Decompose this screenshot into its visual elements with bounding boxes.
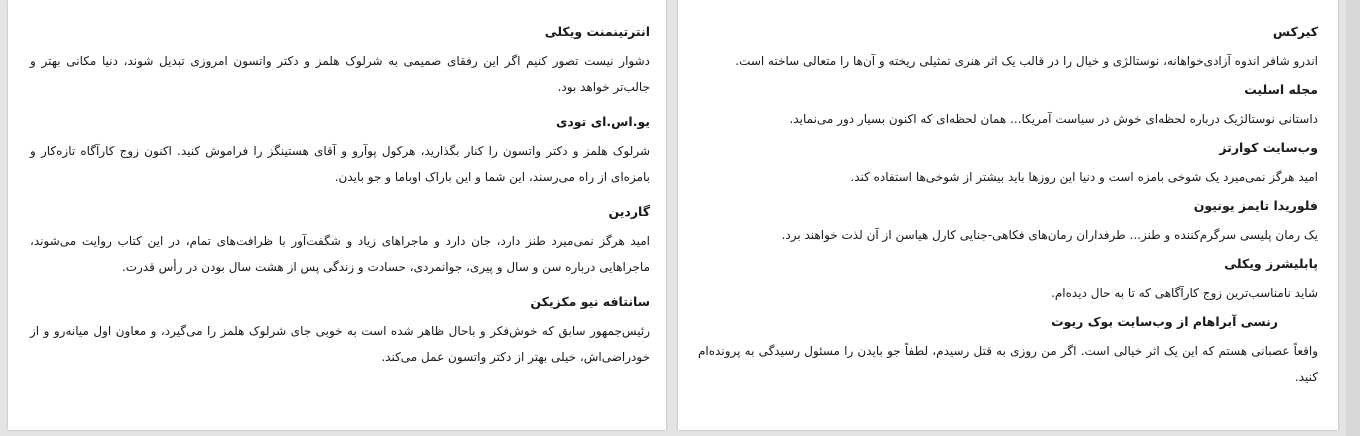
review-quote: شرلوک هلمز و دکتر واتسون را کنار بگذارید، هرکول پوآرو و آقای هستینگز را فراموش کنید. اکنون زوج کارآگاه تازه‌کار و بامزه‌ای از راه می‌رسند، این شما و این باراک اوباما و جو بایدن.: [30, 144, 650, 184]
left-page: [8, 0, 666, 430]
right-page-content: [698, 22, 1318, 396]
left-page-content: [30, 22, 650, 382]
review-source: سانتافه نیو مکزیکن: [530, 294, 650, 309]
review-quote: امید هرگز نمی‌میرد یک شوخی بامزه است و دنیا این روزها باید بیشتر از شوخی‌ها استفاده کند.: [850, 170, 1318, 184]
review-quote: دشوار نیست تصور کنیم اگر این رفقای صمیمی به شرلوک هلمز و دکتر واتسون امروزی تبدیل شوند، دنیا مکانی بهتر و جالب‌تر خواهد بود.: [30, 54, 650, 94]
review-source: فلوریدا تایمز یونیون: [1193, 198, 1318, 213]
right-page: [678, 0, 1338, 430]
review-entry: [698, 138, 1318, 190]
review-entry: [30, 112, 650, 190]
review-quote: اندرو شافر اندوه آزادی‌خواهانه، نوستالژی و خیال را در قالب یک اثر هنری تمثیلی ریخته و آن‌ها را متعالی ساخته است.: [735, 54, 1318, 68]
review-source: یو.اس.ای تودی: [555, 114, 650, 129]
review-entry: [698, 254, 1318, 306]
review-entry: [698, 80, 1318, 132]
review-source: پابلیشرز ویکلی: [1224, 256, 1318, 271]
review-source: وب‌سایت کوارتز: [1219, 140, 1318, 155]
review-entry: [698, 196, 1318, 248]
review-entry: [30, 202, 650, 280]
review-quote: داستانی نوستالژیک درباره لحظه‌ای خوش در سیاست آمریکا... همان لحظه‌ای که اکنون بسیار دور می‌نماید.: [789, 112, 1318, 126]
review-source: کیرکس: [1272, 24, 1318, 39]
review-quote: یک رمان پلیسی سرگرم‌کننده و طنز... طرفداران رمان‌های فکاهی-جنایی کارل هیاسن از آن لذت خواهند برد.: [781, 228, 1318, 242]
review-quote: شاید نامناسب‌ترین زوج کارآگاهی که تا به حال دیده‌ام.: [1051, 286, 1318, 300]
review-entry: [698, 312, 1318, 390]
review-entry: [698, 22, 1318, 74]
review-source: گاردین: [608, 204, 650, 219]
review-source: مجله اسلیت: [1244, 82, 1318, 97]
window-edge: [1346, 0, 1360, 436]
review-source: رنسی آبراهام از وب‌سایت بوک ریوت: [1051, 314, 1278, 329]
review-source: انترتینمنت ویکلی: [544, 24, 650, 39]
review-quote: رئیس‌جمهور سابق که خوش‌فکر و باحال ظاهر شده است به خوبی جای شرلوک هلمز را می‌گیرد، و معاون اول میانه‌رو و از خودراضی‌اش، خیلی بهتر از دکتر واتسون عمل می‌کند.: [30, 324, 650, 364]
review-quote: واقعاً عصبانی هستم که این یک اثر خیالی است. اگر من روزی به قتل رسیدم، لطفاً جو بایدن را مسئول رسیدگی به پرونده‌ام کنید.: [698, 344, 1318, 384]
review-quote: امید هرگز نمی‌میرد طنز دارد، جان دارد و ماجراهای زیاد و شگفت‌آور با ظرافت‌های تمام، در این کتاب روایت می‌شوند، ماجراهایی درباره سن و سال و پیری، جوانمردی، حسادت و زندگی پس از هشت سال بودن در رأس قدرت.: [30, 234, 650, 274]
review-entry: [30, 22, 650, 100]
review-entry: [30, 292, 650, 370]
